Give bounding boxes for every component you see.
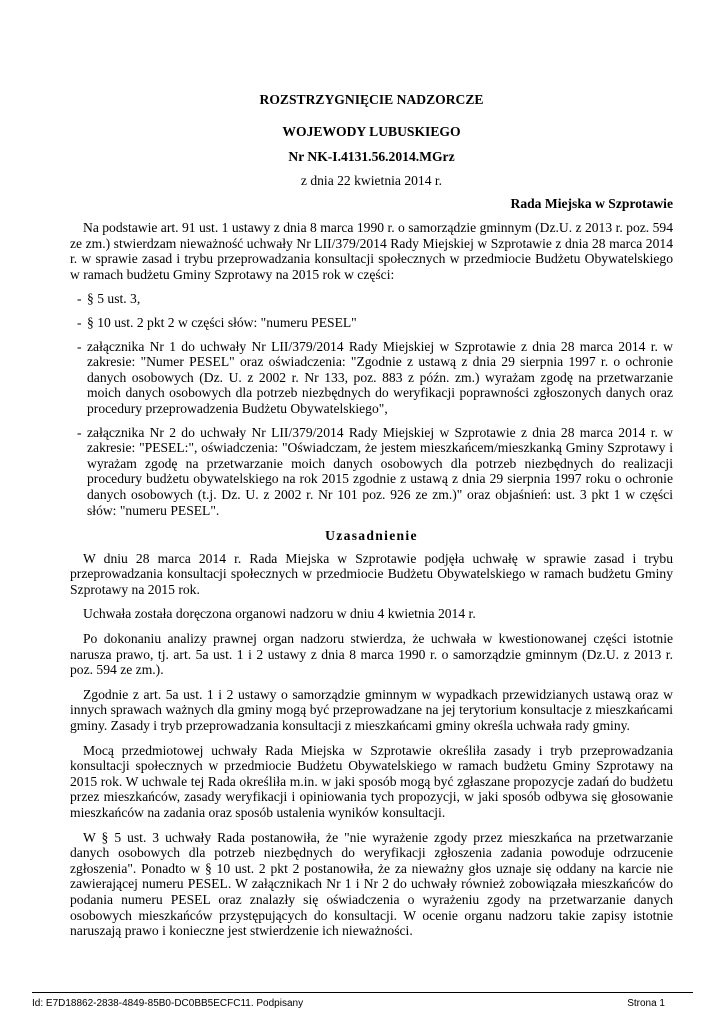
list-item: - załącznika Nr 1 do uchwały Nr LII/379/2014 Rady Miejskiej w Szprotawie z dnia 28 marca 2014 r. w zakresie: "Numer PESEL" oraz oświadczenia: "Zgodnie z ustawą z dnia 29 sierpnia 1997 r. o ochronie danych osobowych (Dz. U. z 2002 r. Nr 133, poz. 883 z późn. zm.) wyrażam zgodę na przetwarzanie moich danych osobowych dla potrzeb niezbędnych do weryfikacji poprawności zgłoszonych danych oraz procedury przeprowadzenia Budżetu Obywatelskiego", — [70, 339, 673, 417]
justification-heading: Uzasadnienie — [325, 528, 418, 544]
list-item: - § 5 ust. 3, — [70, 291, 673, 307]
list-item: - § 10 ust. 2 pkt 2 w części słów: "numeru PESEL" — [70, 315, 673, 331]
addressee: Rada Miejska w Szprotawie — [510, 196, 673, 211]
footer-page-number: Strona 1 — [627, 998, 665, 1009]
intro-paragraph: Na podstawie art. 91 ust. 1 ustawy z dnia 8 marca 1990 r. o samorządzie gminnym (Dz.U. z 2013 r. poz. 594 ze zm.) stwierdzam nieważność uchwały Nr LII/379/2014 Rady Miejskiej w Szprotawie z dnia 28 marca 2014 r. w sprawie zasad i trybu przeprowadzania konsultacji społecznych w przedmiocie Budżetu Obywatelskiego w ramach budżetu Gminy Szprotawy na 2015 rok w części: — [70, 220, 673, 282]
document-number: Nr NK-I.4131.56.2014.MGrz — [288, 149, 455, 164]
list-item: - załącznika Nr 2 do uchwały Nr LII/379/2014 Rady Miejskiej w Szprotawie z dnia 28 marca 2014 r. w zakresie: "PESEL:", oświadczenia: "Oświadczam, że jestem mieszkańcem/mieszkanką Gminy Szprotawy i wyrażam zgodę na przetwarzanie moich danych osobowych dla potrzeb niezbędnych do realizacji procedury budżetu obywatelskiego na rok 2015 zgodnie z ustawą z dnia 29 sierpnia 1997 roku o ochronie danych osobowych (t.j. Dz. U. z 2002 r. Nr 101 poz. 926 ze zm.)" oraz objaśnień: ust. 3 pkt 1 w części słów: "numeru PESEL". — [70, 425, 673, 519]
paragraph: Mocą przedmiotowej uchwały Rada Miejska w Szprotawie określiła zasady i tryb przeprowadzania konsultacji społecznych w przedmiocie Budżetu Obywatelskiego w ramach budżetu Gminy Szprotawy na 2015 rok. W uchwale tej Rada określiła m.in. w jaki sposób mogą być zgłaszane propozycje zadań do budżetu przez mieszkańców, zasady weryfikacji i opiniowania tych propozycji, w jaki sposób odbywa się głosowanie mieszkańców na zadania oraz sposób ustalenia wyników konsultacji. — [70, 742, 673, 820]
paragraph: Uchwała została doręczona organowi nadzoru w dniu 4 kwietnia 2014 r. — [83, 606, 476, 622]
paragraph: W § 5 ust. 3 uchwały Rada postanowiła, że "nie wyrażenie zgody przez mieszkańca na przetwarzanie danych osobowych dla potrzeb niezbędnych do weryfikacji zgłoszenia zadania powoduje odrzucenie zgłoszenia". Ponadto w § 10 ust. 2 pkt 2 postanowiła, że za nieważny głos uznaje się oddany na karcie nie zawierającej numeru PESEL. W załącznikach Nr 1 i Nr 2 do uchwały również zobowiązała mieszkańców do podania numeru PESEL oraz znalazły się oświadczenia o wyrażeniu zgody na przetwarzanie danych osobowych mieszkańców przystępujących do konsultacji. W ocenie organu nadzoru takie zapisy istotnie naruszają prawo i konieczne jest stwierdzenie ich nieważności. — [70, 829, 673, 939]
paragraph: Po dokonaniu analizy prawnej organ nadzoru stwierdza, że uchwała w kwestionowanej części istotnie narusza prawo, tj. art. 5a ust. 1 i 2 ustawy z dnia 8 marca 1990 r. o samorządzie gminnym (Dz.U. z 2013 r. poz. 594 ze zm.). — [70, 631, 673, 678]
footer-divider — [32, 992, 693, 993]
paragraph: W dniu 28 marca 2014 r. Rada Miejska w Szprotawie podjęła uchwałę w sprawie zasad i trybu przeprowadzania konsultacji społecznych w przedmiocie Budżetu Obywatelskiego w ramach budżetu Gminy Szprotawy na 2015 rok. — [70, 550, 673, 597]
issuing-authority: WOJEWODY LUBUSKIEGO — [282, 124, 461, 139]
document-date: z dnia 22 kwietnia 2014 r. — [300, 173, 443, 188]
paragraph: Zgodnie z art. 5a ust. 1 i 2 ustawy o samorządzie gminnym w wypadkach przewidzianych ustawą oraz w innych sprawach ważnych dla gminy mogą być przeprowadzane na jej terytorium konsultacje z mieszkańcami gminy. Zasady i tryb przeprowadzania konsultacji z mieszkańcami gminy określa uchwała rady gminy. — [70, 686, 673, 734]
document-body — [70, 220, 673, 948]
annulled-parts-list — [70, 291, 673, 518]
document-title: ROZSTRZYGNIĘCIE NADZORCZE — [259, 92, 484, 107]
footer-document-id: Id: E7D18862-2838-4849-85B0-DC0BB5ECFC11. Podpisany — [32, 998, 304, 1009]
